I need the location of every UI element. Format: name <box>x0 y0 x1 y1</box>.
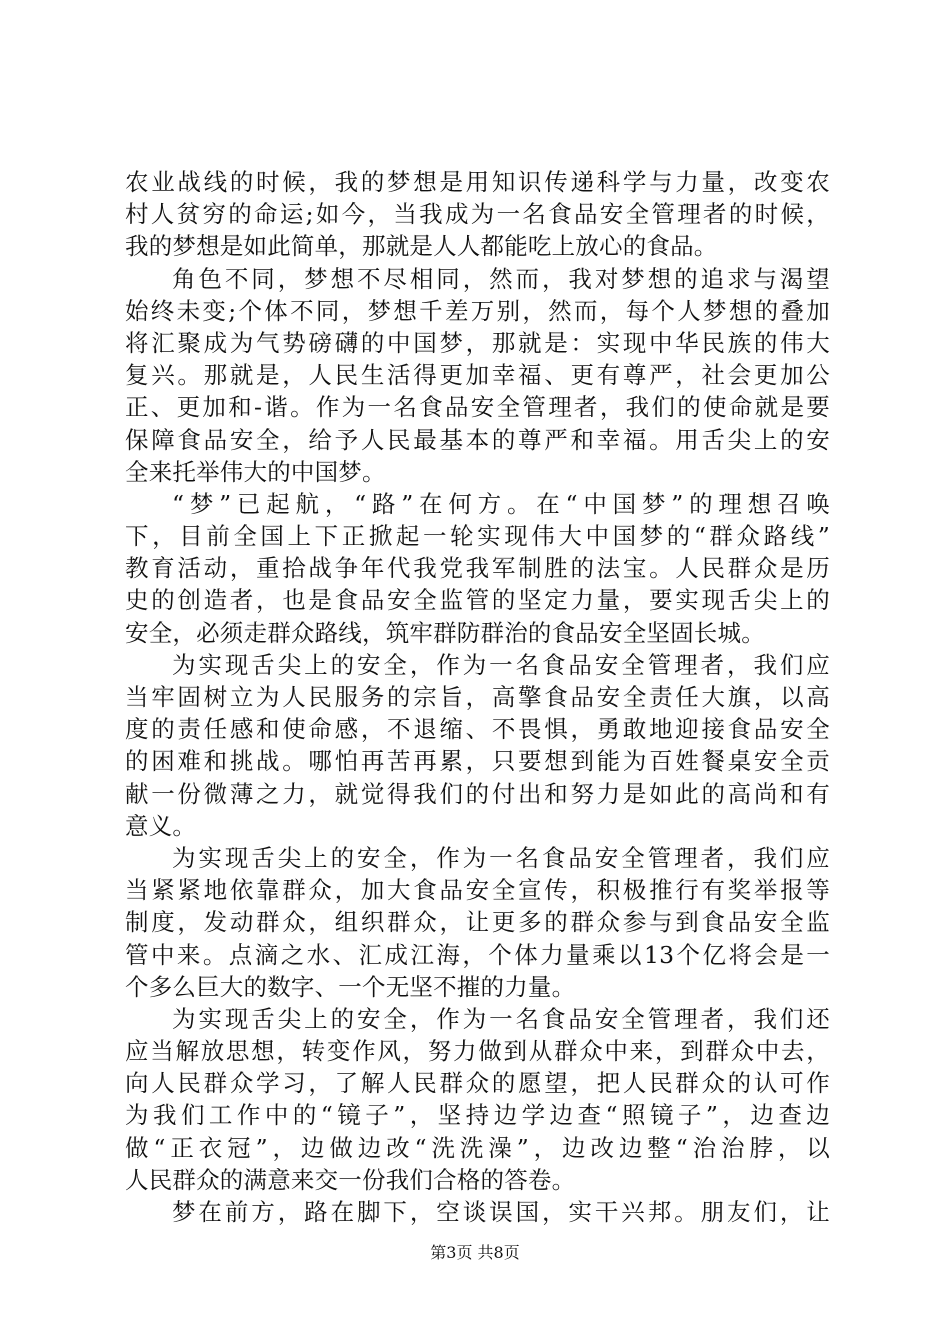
text-line: 农业战线的时候，我的梦想是用知识传递科学与力量，改变农 <box>125 168 830 196</box>
text-line: 为我们工作中的“镜子”，坚持边学边查“照镜子”，边查边 <box>125 1101 830 1130</box>
text-line: 个多么巨大的数字、一个无坚不摧的力量。 <box>125 972 576 1001</box>
text-line: 始终未变;个体不同，梦想千差万别，然而，每个人梦想的叠加 <box>125 296 830 325</box>
paragraph-first-line: 为实现舌尖上的安全，作为一名食品安全管理者，我们应 <box>172 843 830 872</box>
text-line: 人民群众的满意来交一份我们合格的答卷。 <box>125 1165 576 1194</box>
text-line: 复兴。那就是，人民生活得更加幸福、更有尊严，社会更加公 <box>125 361 830 390</box>
text-line: 全来托举伟大的中国梦。 <box>125 457 386 486</box>
text-line: 意义。 <box>125 811 197 840</box>
text-line: 村人贫穷的命运;如今，当我成为一名食品安全管理者的时候， <box>125 200 830 229</box>
text-line: 保障食品安全，给予人民最基本的尊严和幸福。用舌尖上的安 <box>125 425 830 454</box>
text-line: 将汇聚成为气势磅礴的中国梦，那就是：实现中华民族的伟大 <box>125 328 830 357</box>
text-line: 当牢固树立为人民服务的宗旨，高擎食品安全责任大旗，以高 <box>125 683 830 711</box>
paragraph-first-line: 角色不同，梦想不尽相同，然而，我对梦想的追求与渴望 <box>172 264 830 293</box>
text-line: 向人民群众学习，了解人民群众的愿望，把人民群众的认可作 <box>125 1069 830 1098</box>
text-line: 管中来。点滴之水、汇成江海，个体力量乘以13个亿将会是一 <box>125 940 830 969</box>
text-line: 史的创造者，也是食品安全监管的坚定力量，要实现舌尖上的 <box>125 586 830 615</box>
text-line: 我的梦想是如此简单，那就是人人都能吃上放心的食品。 <box>125 232 718 261</box>
page-footer: 第3页 共8页 <box>430 1243 520 1262</box>
text-line: 正、更加和-谐。作为一名食品安全管理者，我们的使命就是要 <box>125 393 830 422</box>
text-line: 当紧紧地依靠群众，加大食品安全宣传，积极推行有奖举报等 <box>125 876 830 905</box>
paragraph-first-line: 为实现舌尖上的安全，作为一名食品安全管理者，我们应 <box>172 650 830 679</box>
text-line: 度的责任感和使命感，不退缩、不畏惧，勇敢地迎接食品安全 <box>125 715 830 744</box>
text-line: 献一份微薄之力，就觉得我们的付出和努力是如此的高尚和有 <box>125 779 830 808</box>
paragraph-first-line: 为实现舌尖上的安全，作为一名食品安全管理者，我们还 <box>172 1004 830 1033</box>
text-line: 应当解放思想，转变作风，努力做到从群众中来，到群众中去， <box>125 1037 830 1066</box>
document-body <box>125 166 830 1228</box>
text-line: 下，目前全国上下正掀起一轮实现伟大中国梦的“群众路线” <box>125 522 830 551</box>
text-line: 的困难和挑战。哪怕再苦再累，只要想到能为百姓餐桌安全贡 <box>125 747 830 776</box>
paragraph-first-line: 梦在前方，路在脚下，空谈误国，实干兴邦。朋友们，让 <box>172 1198 830 1226</box>
text-line: 安全，必须走群众路线，筑牢群防群治的食品安全坚固长城。 <box>125 618 765 647</box>
text-line: 制度，发动群众，组织群众，让更多的群众参与到食品安全监 <box>125 908 830 937</box>
text-line: 做“正衣冠”，边做边改“洗洗澡”，边改边整“治治脖，以 <box>125 1133 830 1162</box>
text-line: 教育活动，重拾战争年代我党我军制胜的法宝。人民群众是历 <box>125 554 830 583</box>
paragraph-first-line: “梦”已起航，“路”在何方。在“中国梦”的理想召唤 <box>172 489 830 518</box>
